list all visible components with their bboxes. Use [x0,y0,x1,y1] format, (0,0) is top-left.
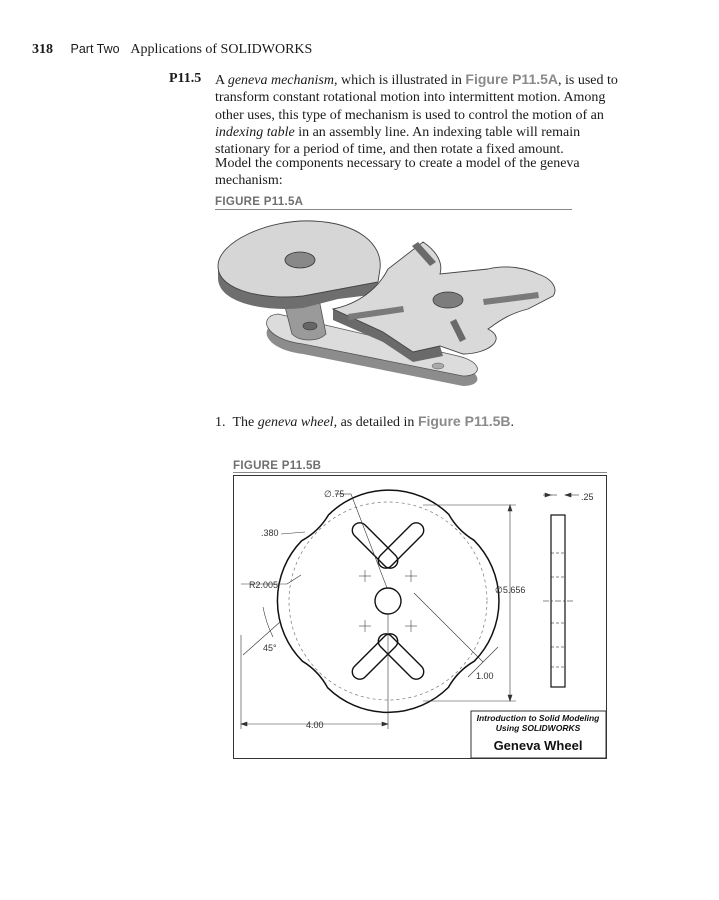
dim-slot-width: .380 [261,528,279,538]
problem-number: P11.5 [169,71,202,86]
dim-diameter: ∅5.656 [495,585,526,595]
paragraph-line: A geneva mechanism, which is illustrated in Figure P11.5A, is used to [215,71,618,88]
figure-reference: Figure P11.5A [465,71,559,87]
geneva-wheel-drawing [233,475,607,759]
running-head [32,42,312,58]
geneva-mechanism-illustration [208,214,578,404]
figure-caption-b: FIGURE P11.5B [233,460,322,472]
paragraph-line: mechanism: [215,173,283,189]
dim-hole-diameter: ∅.75 [324,489,345,499]
problem-paragraph-2 [215,155,587,190]
section-title: Applications of SOLIDWORKS [130,42,313,57]
dim-angle: 45° [263,643,277,653]
title-block-part-name: Geneva Wheel [493,738,583,753]
title-block [471,711,606,758]
dim-slot-length: 1.00 [476,671,494,681]
figure-reference: Figure P11.5B [417,413,511,429]
paragraph-line: other uses, this type of mechanism is used to control the motion of an [215,107,604,123]
page-number: 318 [32,42,53,57]
dim-thickness: .25 [581,492,594,502]
dim-width: 4.00 [306,720,324,730]
title-block-line1: Introduction to Solid Modeling [476,713,600,723]
figure-rule-a [215,209,572,210]
paragraph-line: stationary for a period of time, and then rotate a fixed amount. [215,142,564,158]
problem-paragraph [215,71,618,158]
list-item: 1. The geneva wheel, as detailed in Figure P11.5B. [215,413,515,430]
figure-rule-b [233,472,607,473]
figure-caption-a: FIGURE P11.5A [215,196,304,208]
paragraph-line: Model the components necessary to create a model of the geneva [215,156,580,171]
drive-disk [218,221,380,309]
dim-cut-radius: R2.005 [249,580,279,590]
title-block-line2: Using SOLIDWORKS [495,723,581,733]
paragraph-line: transform constant rotational motion into intermittent motion. Among [215,90,606,106]
paragraph-line: indexing table in an assembly line. An indexing table will remain [215,124,581,140]
part-label: Part Two [70,42,120,56]
